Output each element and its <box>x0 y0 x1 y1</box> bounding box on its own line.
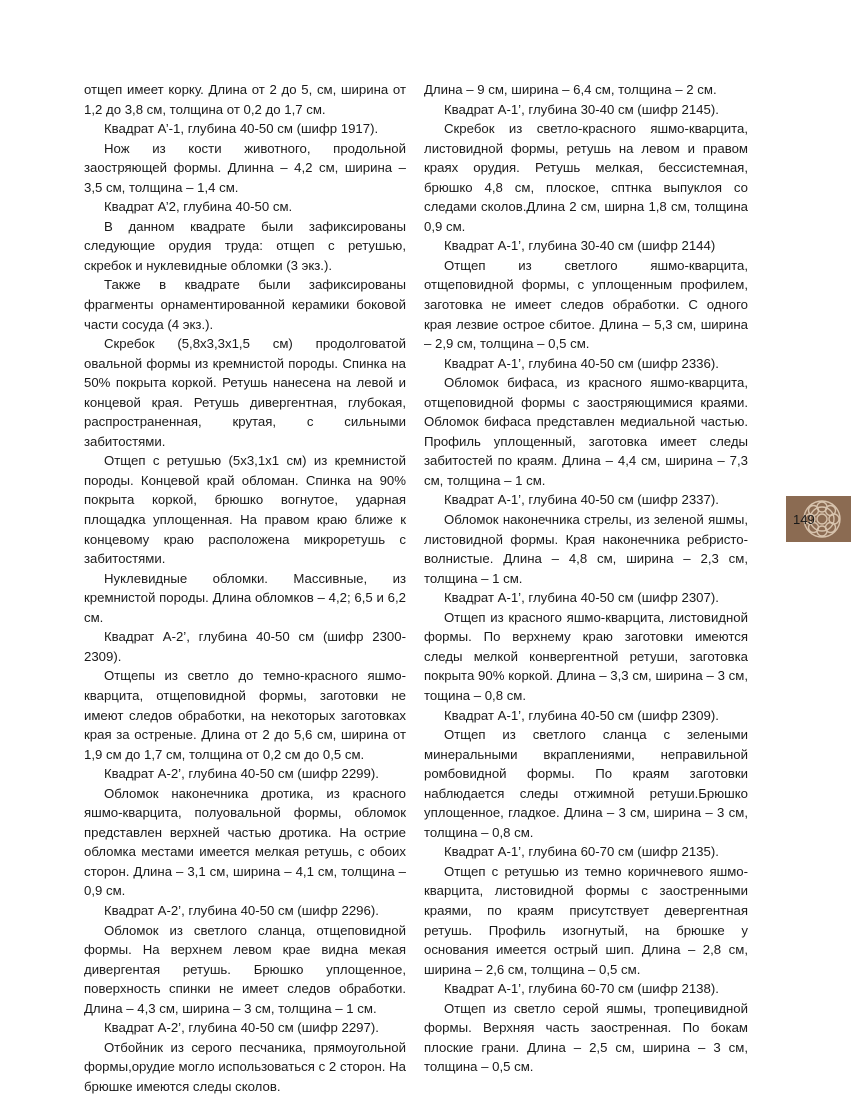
paragraph: Скребок из светло-красного яшмо-кварцита, листовидной формы, ретушь на левом и правом краях орудия. Ретушь мелкая, бессистемная, брюшко 4,8 см, плоское, сптнка выпуклоя со следами сколов.Длина 2 см, ширна 1,8 см, толщина 0,9 см. <box>424 121 748 234</box>
paragraph: Квадрат А-1’, глубина 40-50 см (шифр 2307). <box>444 590 719 606</box>
paragraph: Квадрат А’2, глубина 40-50 см. <box>104 199 293 215</box>
paragraph: Обломок бифаса, из красного яшмо-кварцита, отщеповидной формы с заостряющимися краями. Обломок бифаса представлен медиальной частью. Профиль уплощенный, заготовка имеет следы забитостей по краям. Длина – 4,4 см, ширина – 7,3 см, толщина – 1 см. <box>424 375 748 488</box>
paragraph: Нуклевидные обломки. Массивные, из кремнистой породы. Длина обломков – 4,2; 6,5 и 6,2 см. <box>84 570 406 625</box>
paragraph: Квадрат А-1’, глубина 60-70 см (шифр 2135). <box>444 844 719 860</box>
paragraph: Длина – 9 см, ширина – 6,4 см, толщина – 2 см. <box>424 82 717 97</box>
paragraph: Скребок (5,8х3,3х1,5 см) продолговатой овальной формы из кремнистой породы. Спинка на 50% покрыта коркой. Ретушь нанесена на левой и концевой края. Ретушь дивергентная, глубокая, распространенная, крутая, с сильными забитостями. <box>84 336 406 449</box>
paragraph: Отщеп с ретушью из темно коричневого яшмо-кварцита, листовидной формы с заостренными краями, по краям присутствует девергентная ретушь. Профиль изогнутый, на брюшке у основания имеется острый шип. Длина – 2,8 см, ширина – 2,6 см, толщина – 0,5 см. <box>424 863 748 977</box>
paragraph: Квадрат А-1’, глубина 60-70 см (шифр 2138). <box>444 981 719 997</box>
paragraph: Квадрат А-1’, глубина 40-50 см (шифр 2337). <box>444 492 719 508</box>
paragraph: Отщепы из светло до темно-красного яшмо-кварцита, отщеповидной формы, заготовки не имеют следов обработки, на некоторых заготовках края за остреные. Длина от 2 до 5,6 см, ширина от 1,9 см до 1,7 см, толщина от 0,2 см до 0,5 см. <box>84 668 406 762</box>
paragraph: Обломок наконечника дротика, из красного яшмо-кварцита, полуовальной формы, обломок представлен верхней частью дротика. На острие обломка местами имеется мелкая ретушь, с обоих сторон. Длина – 3,1 см, ширина – 4,1 см, толщина – 0,9 см. <box>84 785 406 899</box>
paragraph: Также в квадрате были зафиксированы фрагменты орнаментированной керамики боковой части сосуда (4 экз.). <box>84 277 406 332</box>
right-column <box>424 80 748 1077</box>
paragraph: Отщеп из светлого сланца с зелеными минеральными вкраплениями, неправильной ромбовидной формы. По краям заготовки наблюдается следы отжимной ретуши.Брюшко уплощенное, гладкое. Длина – 3 см, ширина – 3 см, толщина – 0,8 см. <box>424 727 748 840</box>
paragraph: Обломок из светлого сланца, отщеповидной формы. На верхнем левом крае видна мекая дивергентая ретушь. Брюшко уплощенное, поверхность спинки не имеет следов обработки. Длина – 4,3 см, ширина – 3 см, толщина – 1 см. <box>84 922 406 1016</box>
paragraph: отщеп имеет корку. Длина от 2 до 5, см, ширина от 1,2 до 3,8 см, толщина от 0,2 до 1,7 см. <box>84 82 406 117</box>
paragraph: Нож из кости животного, продольной заостряющей формы. Длинна – 4,2 см, ширина – 3,5 см, толщина – 1,4 см. <box>84 140 406 195</box>
paragraph: Квадрат А-2’, глубина 40-50 см (шифр 2299). <box>104 766 379 782</box>
paragraph: Квадрат А-2’, глубина 40-50 см (шифр 2296). <box>104 902 379 918</box>
paragraph: Отщеп из красного яшмо-кварцита, листовидной формы. По верхнему краю заготовки имеются следы мелкой конвергентной ретуши, заготовка покрыта 90% коркой. Длина – 3,3 см, ширина – 3 см, тощина – 0,8 см. <box>424 609 748 703</box>
paragraph: Отбойник из серого песчаника, прямоугольной формы,орудие могло использоваться с 2 сторон. На брюшке имеются следы сколов. <box>84 1039 406 1094</box>
left-column <box>84 80 406 1096</box>
paragraph: Отщеп из светло серой яшмы, тропецивидной формы. Верхняя часть заостренная. По бокам плоские грани. Длина – 2,5 см, ширина – 3 см, толщина – 0,5 см. <box>424 1000 748 1075</box>
paragraph: Квадрат А-2’, глубина 40-50 см (шифр 2297). <box>104 1020 379 1036</box>
paragraph: Обломок наконечника стрелы, из зеленой яшмы, листовидной формы. Края наконечника ребристо-волнистые. Длина – 4,8 см, ширина – 2,3 см, толщина – 1 см. <box>424 512 748 586</box>
page-number: 149 <box>793 512 815 527</box>
paragraph: Квадрат А-1’, глубина 30-40 см (шифр 2144) <box>444 238 716 254</box>
paragraph: Квадрат А-1’, глубина 30-40 см (шифр 2145). <box>444 101 719 117</box>
paragraph: Квадрат А-1’, глубина 40-50 см (шифр 2336). <box>444 355 719 371</box>
paragraph: Квадрат А-1’, глубина 40-50 см (шифр 2309). <box>444 707 719 723</box>
paragraph: Квадрат А’-1, глубина 40-50 см (шифр 1917). <box>104 121 379 137</box>
paragraph: Отщеп с ретушью (5х3,1х1 см) из кремнистой породы. Концевой край обломан. Спинка на 90% покрыта коркой, брюшко вогнутое, ударная площадка уплощенная. На правом краю ближе к концевому краю расположена микроретушь с забитостями. <box>84 453 406 567</box>
paragraph: Отщеп из светлого яшмо-кварцита, отщеповидной формы, с уплощенным профилем, заготовка не имеет следов обработки. С одного края лезвие острое сбитое. Длина – 5,3 см, ширина – 2,9 см, толщина – 0,5 см. <box>424 257 748 352</box>
paragraph: В данном квадрате были зафиксированы следующие орудия труда: отщеп с ретушью, скребок и нуклевидные обломки (3 экз.). <box>84 218 406 273</box>
paragraph: Квадрат А-2’, глубина 40-50 см (шифр 2300-2309). <box>84 629 406 664</box>
